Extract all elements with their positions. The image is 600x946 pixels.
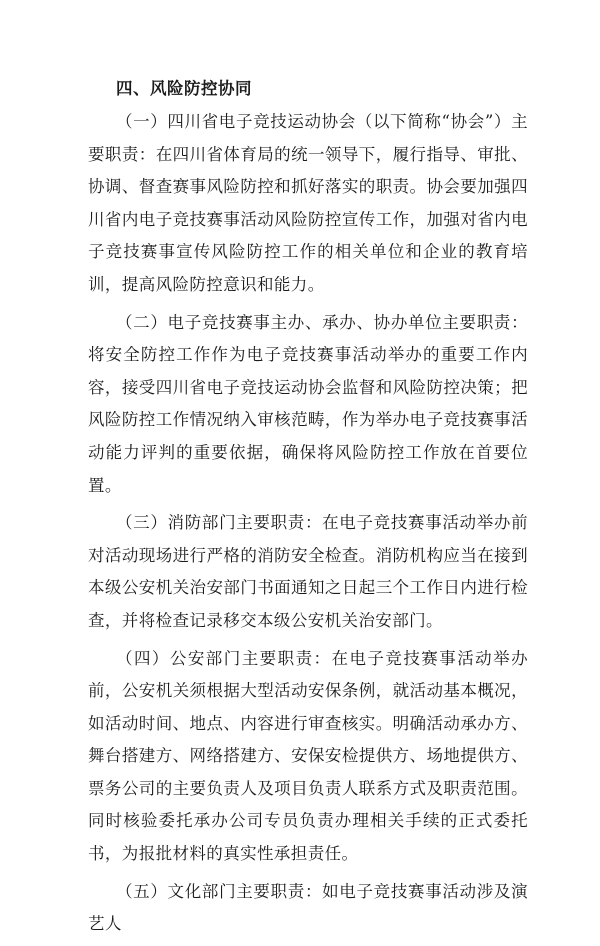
paragraph-5: （五）文化部门主要职责：如电子竞技赛事活动涉及演艺人 xyxy=(88,881,528,934)
paragraph-1: （一）四川省电子竞技运动协会（以下简称“协会”）主要职责：在四川省体育局的统一领导下，履行指导、审批、协调、督查赛事风险防控和抓好落实的职责。协会要加强四川省内电子竞技赛事活动风险防控宣传工作，加强对省内电子竞技赛事宣传风险防控工作的相关单位和企业的教育培训，提高风险防控意识和能力。 xyxy=(88,112,528,294)
section-title: 四、风险防控协同 xyxy=(116,79,252,98)
paragraph-2: （二）电子竞技赛事主办、承办、协办单位主要职责：将安全防控工作作为电子竞技赛事活动举办的重要工作内容，接受四川省电子竞技运动协会监督和风险防控决策；把风险防控工作情况纳入审核范畴，作为举办电子竞技赛事活动能力评判的重要依据，确保将风险防控工作放在首要位置。 xyxy=(88,312,528,495)
document-body xyxy=(88,78,528,946)
paragraph-4: （四）公安部门主要职责：在电子竞技赛事活动举办前，公安机关须根据大型活动安保条例，就活动基本概况，如活动时间、地点、内容进行审查核实。明确活动承办方、舞台搭建方、网络搭建方、安保安检提供方、场地提供方、票务公司的主要负责人及项目负责人联系方式及职责范围。同时核验委托承办公司专员负责办理相关手续的正式委托书，为报批材料的真实性承担责任。 xyxy=(88,648,528,864)
paragraph-3: （三）消防部门主要职责：在电子竞技赛事活动举办前对活动现场进行严格的消防安全检查。消防机构应当在接到本级公安机关治安部门书面通知之日起三个工作日内进行检查，并将检查记录移交本级公安机关治安部门。 xyxy=(88,513,528,630)
